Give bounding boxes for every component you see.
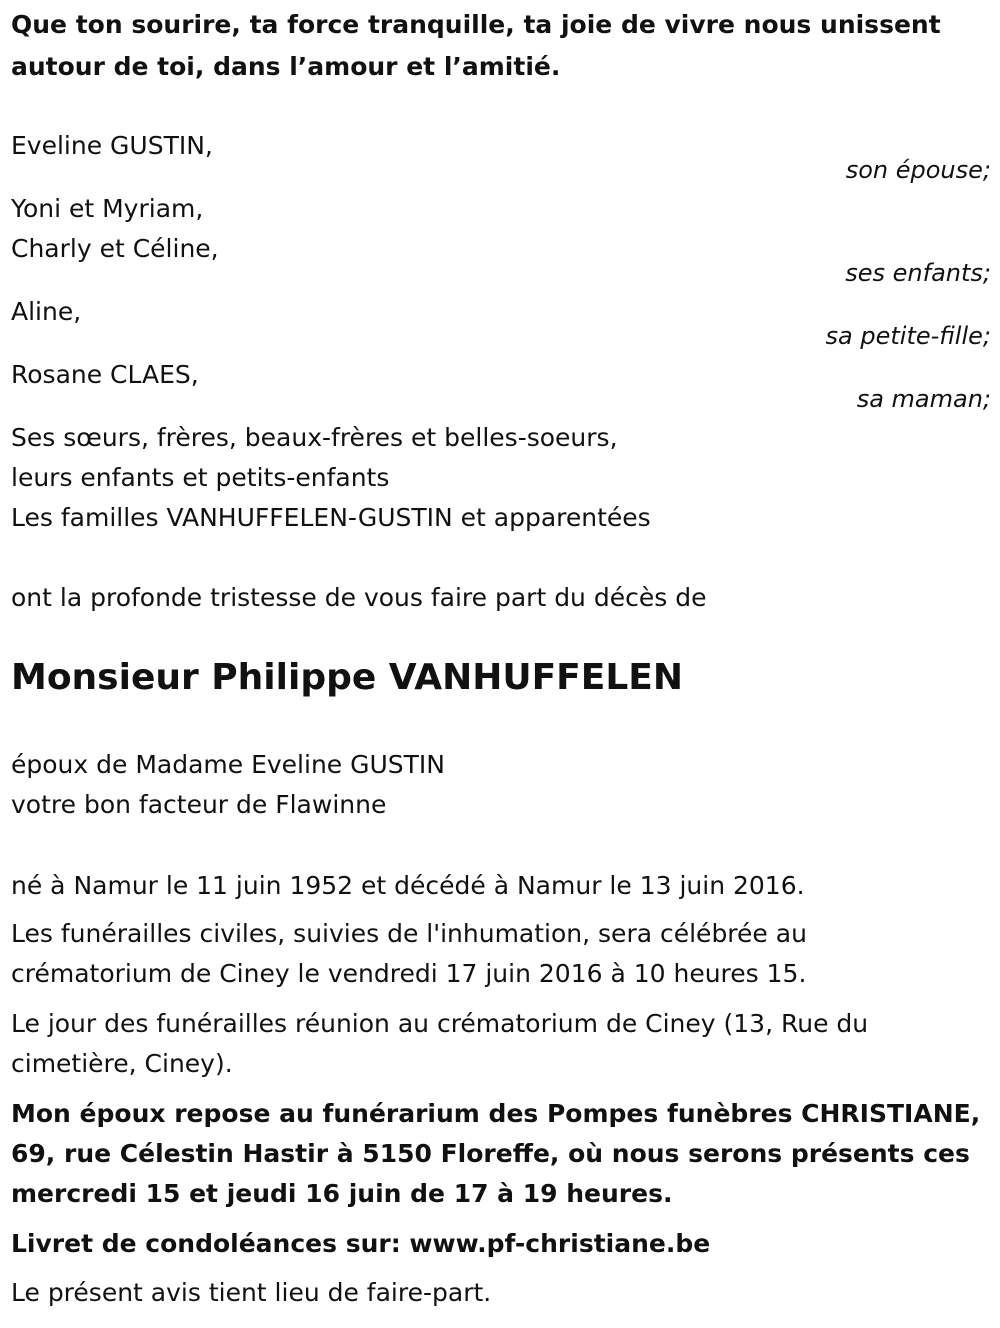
granddaughter-name: Aline, bbox=[11, 297, 82, 326]
funeral-line-2: crématorium de Ciney le vendredi 17 juin 2016 à 10 heures 15. bbox=[11, 959, 807, 988]
funeral-line-1: Les funérailles civiles, suivies de l'inhumation, sera célébrée au bbox=[11, 919, 807, 948]
deceased-desc-line-1: époux de Madame Eveline GUSTIN bbox=[11, 750, 446, 779]
announcement: ont la profonde tristesse de vous faire part du décès de bbox=[11, 583, 707, 612]
notice-text: Le présent avis tient lieu de faire-part. bbox=[11, 1278, 492, 1307]
mother-role: sa maman; bbox=[856, 385, 991, 413]
birth-death: né à Namur le 11 juin 1952 et décédé à Namur le 13 juin 2016. bbox=[11, 871, 805, 900]
deceased-desc-line-2: votre bon facteur de Flawinne bbox=[11, 790, 387, 819]
epigraph-line-2: autour de toi, dans l’amour et l’amitié. bbox=[11, 52, 561, 81]
rest-line-1: Mon époux repose au funérarium des Pompes funèbres CHRISTIANE, bbox=[11, 1099, 981, 1128]
children-line-2: Charly et Céline, bbox=[11, 234, 219, 263]
obituary-notice bbox=[11, 0, 991, 1328]
deceased-name: Monsieur Philippe VANHUFFELEN bbox=[11, 657, 684, 698]
rest-line-2: 69, rue Célestin Hastir à 5150 Floreffe, où nous serons présents ces bbox=[11, 1139, 970, 1168]
rest-line-3: mercredi 15 et jeudi 16 juin de 17 à 19 heures. bbox=[11, 1179, 673, 1208]
children-role: ses enfants; bbox=[845, 259, 991, 287]
siblings-line-2: leurs enfants et petits-enfants bbox=[11, 463, 390, 492]
condolences-link[interactable]: Livret de condoléances sur: www.pf-christiane.be bbox=[11, 1229, 711, 1258]
epigraph-line-1: Que ton sourire, ta force tranquille, ta joie de vivre nous unissent bbox=[11, 10, 941, 39]
granddaughter-role: sa petite-fille; bbox=[825, 322, 991, 350]
mother-name: Rosane CLAES, bbox=[11, 360, 199, 389]
families-line: Les familles VANHUFFELEN-GUSTIN et apparentées bbox=[11, 503, 651, 532]
reunion-line-2: cimetière, Ciney). bbox=[11, 1049, 233, 1078]
spouse-name: Eveline GUSTIN, bbox=[11, 131, 213, 160]
siblings-line-1: Ses sœurs, frères, beaux-frères et belles-soeurs, bbox=[11, 423, 618, 452]
children-line-1: Yoni et Myriam, bbox=[11, 194, 204, 223]
spouse-role: son épouse; bbox=[845, 156, 991, 184]
reunion-line-1: Le jour des funérailles réunion au crématorium de Ciney (13, Rue du bbox=[11, 1009, 869, 1038]
